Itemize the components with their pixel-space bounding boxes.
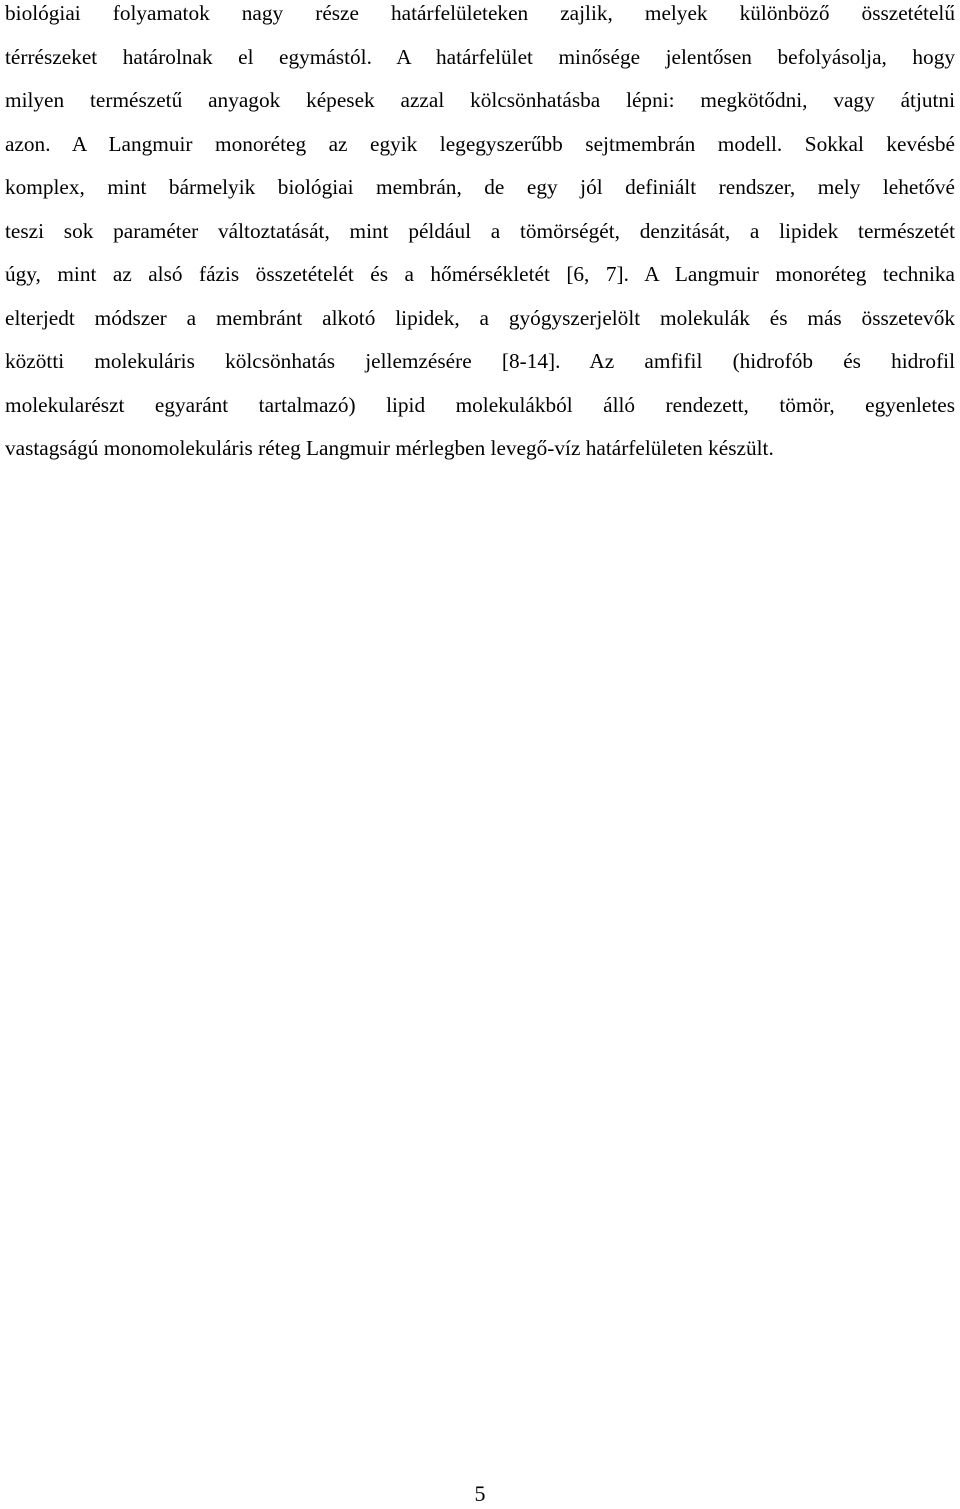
paragraph-line: milyen természetű anyagok képesek azzal kölcsönhatásba lépni: megkötődni, vagy átjutni	[5, 88, 955, 112]
paragraph-line: vastagságú monomolekuláris réteg Langmuir mérlegben levegő-víz határfelületen készült.	[5, 436, 774, 460]
paragraph-line: úgy, mint az alsó fázis összetételét és a hőmérsékletét [6, 7]. A Langmuir monoréteg technika	[5, 262, 955, 286]
paragraph-line: molekularészt egyaránt tartalmazó) lipid molekulákból álló rendezett, tömör, egyenletes	[5, 392, 955, 417]
page-number: 5	[474, 1481, 486, 1506]
paragraph-line: azon. A Langmuir monoréteg az egyik legegyszerűbb sejtmembrán modell. Sokkal kevésbé	[5, 131, 955, 156]
paragraph-line: térrészeket határolnak el egymástól. A határfelület minősége jelentősen befolyásolja, hogy	[5, 44, 955, 69]
paragraph-line: teszi sok paraméter változtatását, mint például a tömörségét, denzitását, a lipidek természetét	[5, 218, 955, 243]
paragraph-line: komplex, mint bármelyik biológiai membrán, de egy jól definiált rendszer, mely lehetővé	[5, 175, 955, 199]
paragraph-line: közötti molekuláris kölcsönhatás jellemzésére [8-14]. Az amfifil (hidrofób és hidrofil	[5, 349, 955, 373]
body-paragraph	[5, 0, 955, 471]
paragraph-line: biológiai folyamatok nagy része határfelületeken zajlik, melyek különböző összetételű	[5, 1, 955, 25]
paragraph-line: elterjedt módszer a membránt alkotó lipidek, a gyógyszerjelölt molekulák és más összetevők	[5, 305, 955, 330]
